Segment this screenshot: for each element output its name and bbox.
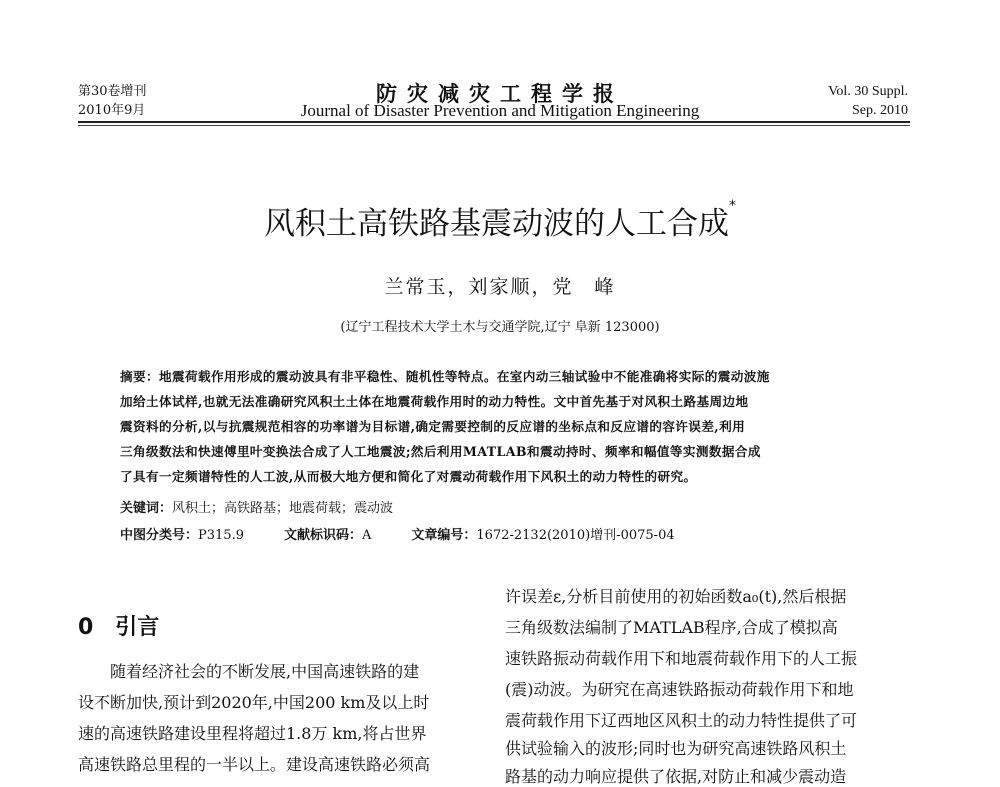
body-line: 随着经济社会的不断发展,中国高速铁路的建 — [78, 662, 420, 681]
article-no-value: 1672-2132(2010)增刊-0075-04 — [476, 528, 675, 543]
volume-issue: 第30卷增刊 — [78, 84, 147, 99]
keywords-value: 风积土；高铁路基；地震荷载；震动波 — [172, 501, 394, 516]
header-rule — [78, 121, 910, 126]
abstract-line: 震资料的分析,以与抗震规范相容的功率谱为目标谱,确定需要控制的反应谱的坐标点和反应谱的容许误差,利用 — [120, 419, 746, 434]
body-line: 高速铁路总里程的一半以上。建设高速铁路必须高 — [78, 755, 431, 774]
body-line: 速的高速铁路建设里程将超过1.8万 km,将占世界 — [78, 724, 427, 743]
abstract-line: 加给土体试样,也就无法准确研究风积土土体在地震荷载作用时的动力特性。文中首先基于对风积土路基周边地 — [120, 394, 749, 409]
journal-title-en: Journal of Disaster Prevention and Mitigation Engineering — [300, 101, 700, 120]
body-line: 设不断加快,预计到2020年,中国200 km及以上时 — [78, 693, 430, 712]
doc-code-value: A — [362, 528, 372, 543]
body-line: 震荷载作用下辽西地区风积土的动力特性提供了可 — [505, 711, 858, 730]
date-en: Sep. 2010 — [852, 103, 908, 118]
clc-value: P315.9 — [198, 528, 244, 543]
body-line: 速铁路振动荷载作用下和地震荷载作用下的人工振 — [505, 649, 858, 668]
article-title — [0, 198, 1000, 243]
affiliation: (辽宁工程技术大学土木与交通学院,辽宁 阜新 123000) — [340, 320, 660, 335]
section-heading: 0 引言 — [78, 615, 160, 640]
issue-date: 2010年9月 — [78, 103, 146, 118]
article-no-label: 文章编号： — [411, 528, 477, 543]
title-footnote-mark: * — [729, 198, 736, 214]
title-text: 风积土高铁路基震动波的人工合成 — [264, 206, 729, 242]
keywords-label: 关键词： — [120, 501, 173, 516]
body-line: 三角级数法编制了MATLAB程序,合成了模拟高 — [505, 618, 838, 637]
abstract-line: 三角级数法和快速傅里叶变换法合成了人工地震波;然后利用MATLAB和震动持时、频率和幅值等实测数据合成 — [120, 444, 761, 459]
body-line: (震)动波。为研究在高速铁路振动荷载作用下和地 — [505, 680, 854, 699]
volume-en: Vol. 30 Suppl. — [828, 84, 908, 99]
clc-label: 中图分类号： — [120, 528, 199, 543]
abstract-line: 摘要：地震荷载作用形成的震动波具有非平稳性、随机性等特点。在室内动三轴试验中不能准确将实际的震动波施 — [120, 369, 770, 384]
body-line: 供试验输入的波形;同时也为研究高速铁路风积土 — [505, 739, 847, 758]
abstract-line: 了具有一定频谱特性的人工波,从而极大地方便和简化了对震动荷载作用下风积土的动力特性的研究。 — [120, 469, 697, 484]
body-line: 许误差ε,分析目前使用的初始函数a₀(t),然后根据 — [505, 587, 847, 606]
authors: 兰常玉，刘家顺，党 峰 — [384, 276, 616, 298]
journal-title-cn: 防灾减灾工程学报 — [376, 81, 624, 106]
classification — [120, 524, 675, 543]
keywords — [120, 497, 393, 516]
doc-code-label: 文献标识码： — [283, 528, 362, 543]
body-line: 路基的动力响应提供了依据,对防止和减少震动造 — [505, 767, 847, 786]
